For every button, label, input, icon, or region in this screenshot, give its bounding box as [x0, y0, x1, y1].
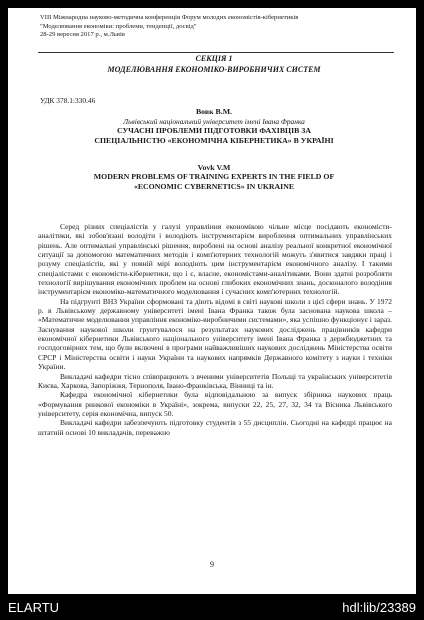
document-page	[8, 8, 416, 594]
section-title: СЕКЦІЯ 1	[195, 54, 233, 63]
scan-footer	[0, 596, 424, 620]
author-ua: Вовк В.М.	[195, 107, 232, 116]
paragraph: Викладачі кафедри забезпечують підготовку студентів з 55 дисциплін. Сьогодні на кафедрі працює на штатній основі 10 викладачів, переважно	[38, 418, 392, 437]
paper-title-en	[28, 172, 400, 191]
paper-title-en-line: «ECONOMIC CYBERNETICS» IN UKRAINE	[133, 181, 295, 191]
paper-title-en-line: MODERN PROBLEMS OF TRAINING EXPERTS IN THE FIELD OF	[93, 172, 335, 181]
paragraph: На підгрунті ВНЗ України сформовані та діють відомі в світі наукові школи з цієї сфери знань. У 1972 р. в Львівському державному університеті імені Івана Франка також була заснована наукова школа – «Математичне моделювання управління економіко-виробничими системами», яка успішно функціонує і зараз. Заснування наукової школи грунтувалося на результатах наукових досліджень працівників кафедри економічної кібернетики Львівського національного університету імені Івана Франка з держбюджетних та госпдоговірних тем, що були включені в програми найважливіших наукових досліджень Міністерства освіти СРСР і Міністерства освіти і науки України та наукових напрямків Державного комітету з науки і техніки України.	[38, 296, 392, 372]
repository-label: ELARTU	[8, 600, 60, 615]
header-conference-line: VIII Міжнародна науково-методична конференція Форум молодих економістів-кібернетиків	[40, 14, 299, 21]
paper-title-ua	[28, 126, 400, 145]
paper-title-ua-line: СУЧАСНІ ПРОБЛЕМИ ПІДГОТОВКИ ФАХІВЦІВ ЗА	[116, 126, 312, 135]
running-header	[40, 14, 400, 40]
section-subtitle: МОДЕЛЮВАННЯ ЕКОНОМІКО-ВИРОБНИЧИХ СИСТЕМ	[107, 65, 321, 74]
body-text	[38, 222, 392, 437]
header-theme-line: "Моделювання економіки: проблеми, тенденції, досвід"	[40, 22, 197, 30]
paragraph: Викладачі кафедри тісно співпрацюють з вченими університетів Польщі та українських університетів Києва, Харкова, Запоріжжя, Тернополя, Івано-Франківська, Вінниці та ін.	[38, 371, 392, 390]
author-en: Vovk V.M	[197, 163, 231, 172]
paragraph: Серед різних спеціалістів у галузі управління економікою чільне місце посідають економісти-аналітики, які зобов'язані володіти і володіють інструментарієм вироблення оптимальних управлінських рішень. Але оптимальні управлінські рішення, вироблені на основі аналізу реальної конкретної економічної ситуації за допомогою математичних методів і комп'ютерних технологій можуть з'явитися завдяки праці і розуму спеціалістів, які у повній мірі володіють цим інструментарієм економічного аналізу. І такими спеціалістами є економісти-кібернетики, що і є, власне, економістами-аналітиками. Вони здатні розробляти технології вирішування економічних проблем на основі глибоких економічних знань, досконалого володіння інструментарієм економіко-математичного моделювання і сучасних комп'ютерних технологій.	[38, 222, 392, 297]
udk-code: УДК 378.1:330.46	[40, 96, 96, 105]
page-number: 9	[210, 560, 214, 569]
header-divider	[38, 52, 394, 53]
paper-title-ua-line: СПЕЦІАЛЬНІСТЮ «ЕКОНОМІЧНА КІБЕРНЕТИКА» В УКРАЇНІ	[94, 135, 334, 145]
handle-label: hdl:lib/23389	[342, 600, 416, 615]
affiliation: Львівський національний університет імені Івана Франка	[123, 117, 305, 126]
paragraph: Кафедра економічної кібернетики була відповідальною за випуск збірника наукових праць «Формування ринкової економіки в Україні», зокрема, випуски 22, 25, 27, 32, 34 та Вісника Львівського університету, серія економічна, випуск 50.	[38, 390, 392, 418]
header-date-line: 28-29 вересня 2017 р., м.Львів	[40, 31, 125, 39]
